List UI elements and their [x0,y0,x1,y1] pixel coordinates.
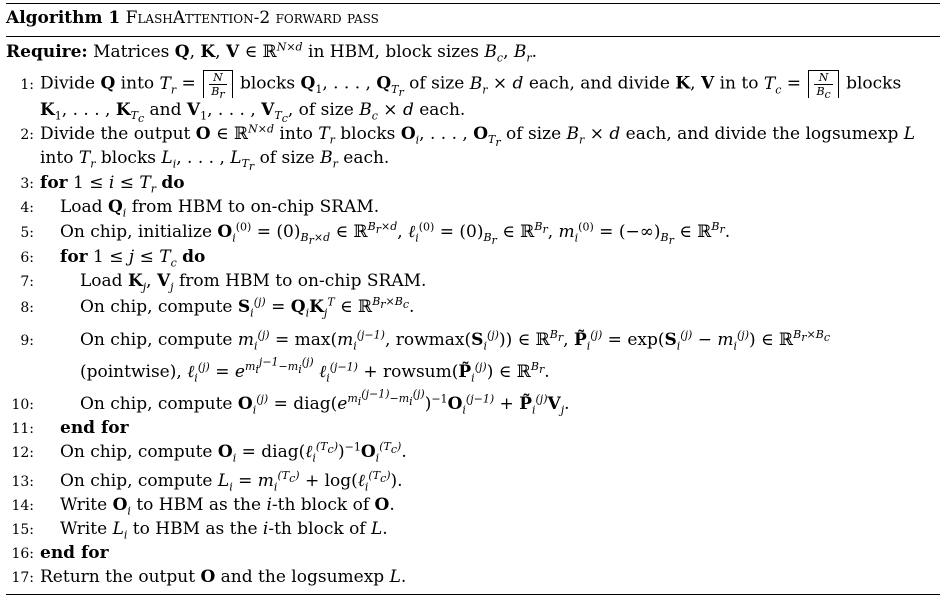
algo-line-7: 7: Load $K_j$, $V_j$ from HBM to on-chip SRAM. [20,271,427,294]
algorithm-title [6,8,379,28]
algo-line-9: 9: On chip, compute $m_i^{(j)} = \max(m_i^{(j-1)}$, $rowmax(S_i^{(j)})$) ∈ ℝ$^{B_r}$, $P̃_i^{(j)} = \exp(S_i^{(j)} - m_i^{(j)})$ ∈ ℝ$^{B_r\times B_c}$ [20,328,831,353]
top-rule [6,3,940,4]
algo-line-1: 1: Divide Q into $T_r$ = $\frac{N}{B_r}$ blocks $Q_1$, . . . , $Q_{T_r}$ of size $B_r \times d$ each, and divide K, V in to $T_c$ = $\frac{N}{B_c}$ blocks [20,71,902,102]
algo-line-4: 4: Load $Q_i$ from HBM to on-chip SRAM. [20,197,380,220]
mid-rule [6,36,940,37]
algorithm-name: FlashAttention-2 forward pass [125,8,379,28]
algo-line-10: 10: On chip, compute $O_i^{(j)}$ = $diag(e^{m_i^{(j-1)}-m_i^{(j)}})^{-1}O_i^{(j-1)}$ + $P̃_i^{(j)}V_j$. [11,387,570,417]
algo-line-5: 5: On chip, initialize $O_i^{(0)} = (0)_{B_r\times d}$ ∈ ℝ$^{B_r\times d}$, ℓ$_i^{(0)}$ = $(0)_{B_r}$ ∈ ℝ$^{B_r}$, $m_i^{(0)} = (-\infty)_{B_r}$ ∈ ℝ$^{B_r}$. [20,220,731,248]
algo-line-3: 3: for $1 \le i \le T_r$ do [20,173,185,196]
algo-line-6: 6: for $1 \le j \le T_c$ do [20,247,206,270]
algo-line-13: 13: On chip, compute $L_i = m_i^{(T_c)}$ + log(ℓ$_i^{(T_c)}$). [11,469,403,494]
algo-line-2: 2: Divide the output O ∈ ℝ$^{N\times d}$ into $T_r$ blocks $O_i$, . . . , $O_{T_r}$ of size $B_r \times d$ each, and divide the logsumexp L [20,122,916,150]
algorithm-label: Algorithm 1 [6,8,121,28]
algo-line-2-cont: into $T_r$ blocks $L_i$, . . . , $L_{T_r}$ of size $B_r$ each. [40,148,390,174]
algo-line-9-cont: (pointwise), ℓ$_i^{(j)}$ = $e^{m_i^{j-1}-m_i^{(j)}}$ ℓ$_i^{(j-1)}$ + $rowsum(P̃_i^{(j)})$ ∈ ℝ$^{B_r}$. [80,355,550,385]
algo-line-17: 17: Return the output O and the logsumexp L. [11,567,407,587]
algo-line-15: 15: Write $L_i$ to HBM as the i-th block of L. [11,519,388,542]
algo-line-12: 12: On chip, compute $O_i$ = $diag(\ell_i^{(T_c)})^{-1}O_i^{(T_c)}$. [11,440,407,465]
algo-line-8: 8: On chip, compute $S_i^{(j)} = Q_iK_j^T$ ∈ ℝ$^{B_r\times B_c}$. [20,295,415,320]
bottom-rule [6,594,940,595]
algo-line-16: 16: end for [11,543,109,563]
require-line: Require: Matrices Q, K, V ∈ ℝ$^{N\times d}$ in HBM, block sizes $B_c$, $B_r$. [6,40,538,65]
algo-line-11: 11: end for [11,418,129,438]
algo-line-1-cont: $K_1$, . . . , $K_{T_c}$ and $V_1$, . . . , $V_{T_c}$, of size $B_c \times d$ each. [40,100,466,126]
require-label: Require: [6,42,88,62]
algo-line-14: 14: Write $O_i$ to HBM as the i-th block of O. [11,495,395,518]
